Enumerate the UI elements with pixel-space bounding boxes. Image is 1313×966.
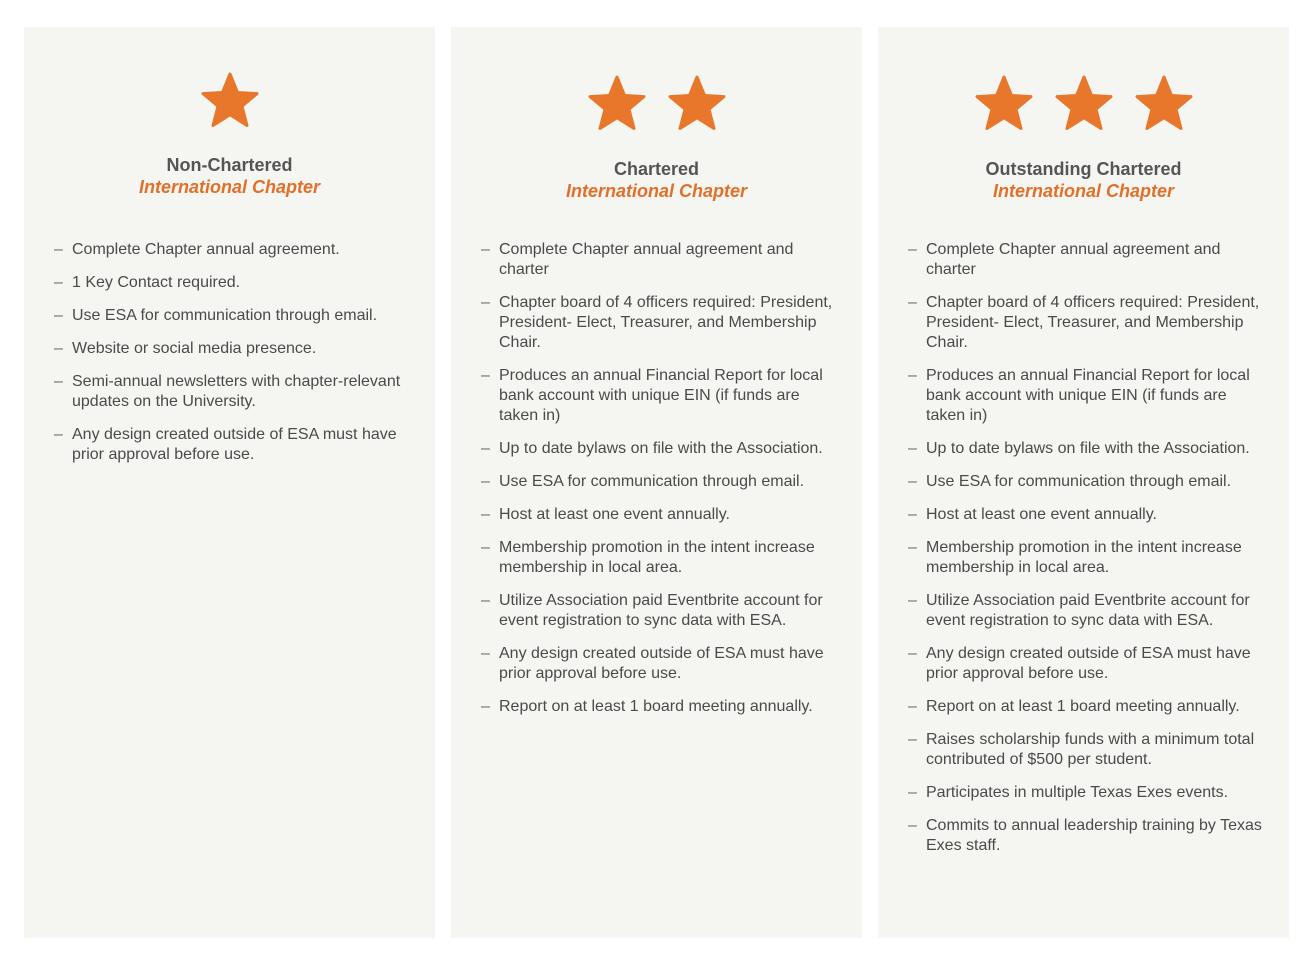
star-rating [24,71,435,131]
star-icon [1054,74,1114,134]
requirement-text: Use ESA for communication through email. [72,307,378,324]
requirement-text: Complete Chapter annual agreement. [72,241,340,258]
tier-card-chartered [451,27,862,938]
dash-bullet: – [481,294,490,311]
requirement-item [481,697,842,717]
requirement-item [908,816,1269,856]
requirement-text: Chapter board of 4 officers required: President, President- Elect, Treasurer, and Membership Chair. [499,294,833,351]
requirement-text: Report on at least 1 board meeting annually. [499,698,813,715]
star-icon [200,71,260,131]
requirement-text: Any design created outside of ESA must have prior approval before use. [499,645,824,682]
dash-bullet: – [54,340,63,357]
requirement-item [908,366,1269,426]
requirement-item [908,644,1269,684]
requirement-text: Membership promotion in the intent increase membership in local area. [499,539,815,576]
dash-bullet: – [908,367,917,384]
tier-subtitle: International Chapter [565,181,748,201]
requirement-text: Up to date bylaws on file with the Association. [926,440,1250,457]
dash-bullet: – [908,473,917,490]
requirement-item [481,439,842,459]
tier-title: Non-Chartered [166,155,293,175]
requirement-text: Membership promotion in the intent increase membership in local area. [926,539,1242,576]
requirement-item [54,372,415,412]
requirement-item [481,505,842,525]
dash-bullet: – [908,592,917,609]
requirement-item [54,273,415,293]
requirement-item [908,730,1269,770]
dash-bullet: – [481,473,490,490]
requirement-item [908,240,1269,280]
tier-card-non-chartered [24,27,435,938]
requirement-text: Host at least one event annually. [499,506,730,523]
dash-bullet: – [908,817,917,834]
requirement-text: Any design created outside of ESA must have prior approval before use. [926,645,1251,682]
dash-bullet: – [481,440,490,457]
dash-bullet: – [54,241,63,258]
dash-bullet: – [54,307,63,324]
requirement-text: Any design created outside of ESA must have prior approval before use. [72,426,397,463]
dash-bullet: – [908,294,917,311]
requirement-item [908,505,1269,525]
requirement-item [54,240,415,260]
dash-bullet: – [908,784,917,801]
dash-bullet: – [908,645,917,662]
requirement-item [481,591,842,631]
requirement-text: Use ESA for communication through email. [926,473,1232,490]
requirement-text: Commits to annual leadership training by Texas Exes staff. [926,817,1262,854]
star-icon [974,74,1034,134]
requirement-text: Utilize Association paid Eventbrite account for event registration to sync data with ESA. [926,592,1250,629]
requirement-item [54,306,415,326]
dash-bullet: – [54,373,63,390]
requirements-list [54,240,415,478]
dash-bullet: – [481,592,490,609]
tier-title: Chartered [613,159,700,179]
requirement-text: Complete Chapter annual agreement and charter [926,241,1221,278]
dash-bullet: – [908,506,917,523]
dash-bullet: – [54,426,63,443]
requirement-item [481,472,842,492]
dash-bullet: – [908,698,917,715]
dash-bullet: – [481,367,490,384]
requirement-item [908,783,1269,803]
tier-card-outstanding-chartered [878,27,1289,938]
requirement-item [908,472,1269,492]
requirement-text: Report on at least 1 board meeting annually. [926,698,1240,715]
requirement-item [54,425,415,465]
star-rating [878,74,1289,134]
dash-bullet: – [54,274,63,291]
requirement-text: Up to date bylaws on file with the Association. [499,440,823,457]
requirement-text: Raises scholarship funds with a minimum total contributed of $500 per student. [926,731,1255,768]
requirement-text: Complete Chapter annual agreement and charter [499,241,794,278]
requirement-text: Produces an annual Financial Report for local bank account with unique EIN (if funds are taken in) [926,367,1250,424]
requirement-text: Website or social media presence. [72,340,317,357]
requirement-item [908,293,1269,353]
requirements-list [908,240,1269,869]
star-rating [451,74,862,134]
dash-bullet: – [481,241,490,258]
requirement-item [481,538,842,578]
requirement-text: Semi-annual newsletters with chapter-relevant updates on the University. [72,373,401,410]
dash-bullet: – [908,539,917,556]
requirement-text: Utilize Association paid Eventbrite account for event registration to sync data with ESA. [499,592,823,629]
tier-subtitle: International Chapter [992,181,1175,201]
requirement-text: Participates in multiple Texas Exes events. [926,784,1229,801]
dash-bullet: – [908,241,917,258]
requirement-item [908,697,1269,717]
requirement-text: Produces an annual Financial Report for local bank account with unique EIN (if funds are taken in) [499,367,823,424]
requirement-text: Use ESA for communication through email. [499,473,805,490]
requirement-item [481,366,842,426]
dash-bullet: – [481,539,490,556]
dash-bullet: – [481,645,490,662]
requirement-item [908,439,1269,459]
requirement-item [54,339,415,359]
dash-bullet: – [908,731,917,748]
requirement-item [481,293,842,353]
requirement-text: Host at least one event annually. [926,506,1157,523]
requirement-item [481,240,842,280]
star-icon [1134,74,1194,134]
requirement-item [908,591,1269,631]
requirement-text: Chapter board of 4 officers required: President, President- Elect, Treasurer, and Membership Chair. [926,294,1260,351]
tier-subtitle: International Chapter [138,177,321,197]
dash-bullet: – [908,440,917,457]
requirements-list [481,240,842,730]
star-icon [667,74,727,134]
tier-title: Outstanding Chartered [985,159,1182,179]
requirement-text: 1 Key Contact required. [72,274,241,291]
dash-bullet: – [481,506,490,523]
requirement-item [908,538,1269,578]
dash-bullet: – [481,698,490,715]
requirement-item [481,644,842,684]
star-icon [587,74,647,134]
